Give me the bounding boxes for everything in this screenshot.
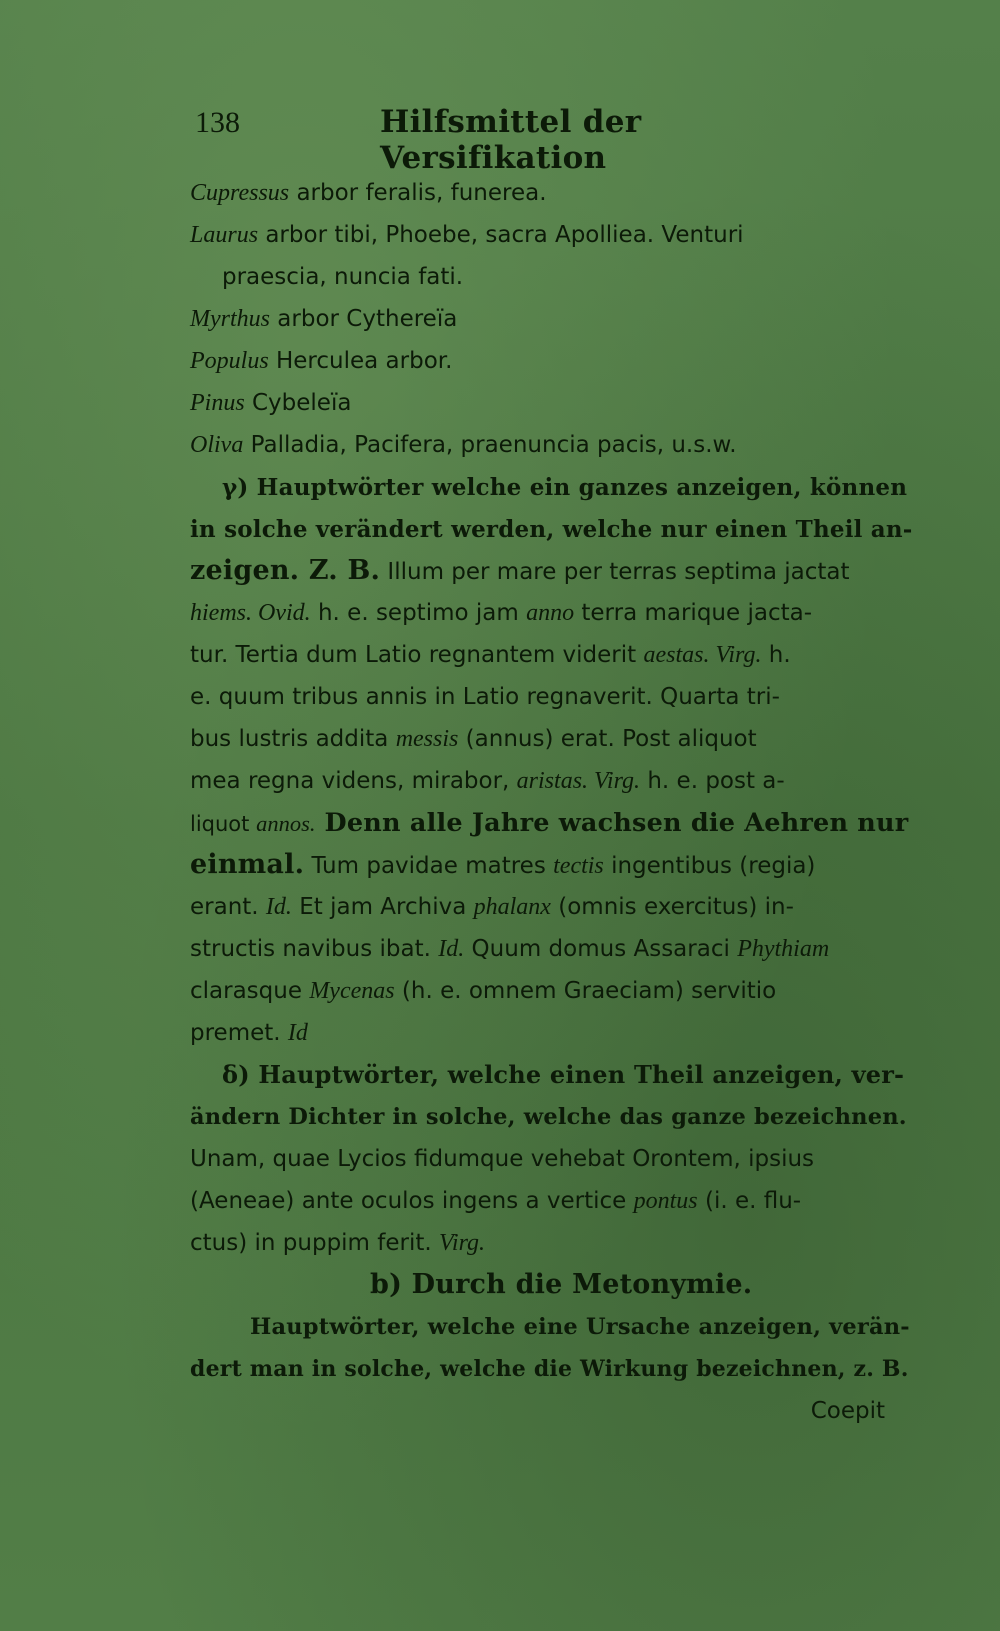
text-line	[190, 214, 915, 256]
text-run: h.	[761, 642, 791, 668]
text-line	[190, 970, 915, 1012]
text-run: Illum per mare per terras septima jactat	[380, 559, 850, 585]
latin-term: Cupressus	[190, 180, 290, 206]
text-line	[190, 550, 915, 592]
text-run: premet.	[190, 1020, 288, 1046]
text-run: (h. e. omnem Graeciam) servitio	[394, 978, 777, 1004]
latin-term: annos.	[256, 811, 316, 836]
text-line	[190, 802, 915, 844]
text-run: Cybeleïa	[244, 390, 352, 416]
text-line	[190, 1054, 915, 1096]
text-run: (i. e. flu-	[697, 1188, 802, 1214]
text-run: Et jam Archiva	[291, 894, 474, 920]
latin-term: Laurus	[190, 222, 259, 248]
text-run: arbor Cythereïa	[270, 306, 458, 332]
body-text	[190, 172, 915, 1432]
latin-term: Pinus	[190, 390, 245, 416]
text-line	[190, 1348, 915, 1390]
latin-term: pontus	[633, 1188, 698, 1214]
text-line	[190, 886, 915, 928]
text-run: einmal.	[190, 849, 305, 880]
text-run: h. e. post a-	[640, 768, 785, 794]
text-run: b) Durch die Metonymie.	[370, 1269, 753, 1300]
text-run: dert man in solche, welche die Wirkung bezeichnen, z. B.	[190, 1356, 909, 1382]
text-line	[190, 1180, 915, 1222]
running-title: Hilfsmittel der Versifikation	[380, 104, 642, 176]
citation: Id	[287, 1020, 308, 1046]
text-line	[190, 1096, 915, 1138]
text-run: arbor tibi, Phoebe, sacra Apolliea. Venturi	[258, 222, 744, 248]
text-line	[190, 1222, 915, 1264]
latin-term: Phythiam	[737, 936, 830, 962]
text-line	[190, 1012, 915, 1054]
latin-term: anno	[526, 600, 575, 626]
latin-term: messis	[395, 726, 459, 752]
text-run: Palladia, Pacifera, praenuncia pacis, u.s.w.	[243, 432, 737, 458]
text-line	[190, 298, 915, 340]
text-run: Quum domus Assaraci	[464, 936, 738, 962]
latin-term: aestas. Virg.	[643, 642, 762, 668]
text-run: arbor feralis, funerea.	[289, 180, 547, 206]
text-run: praescia, nuncia fati.	[222, 264, 464, 290]
text-run: δ) Hauptwörter, welche einen Theil anzeigen, ver-	[222, 1060, 905, 1089]
page-number: 138	[195, 106, 240, 139]
latin-term: Populus	[190, 348, 269, 374]
text-run: Herculea arbor.	[268, 348, 453, 374]
text-run: (Aeneae) ante oculos ingens a vertice	[190, 1188, 634, 1214]
text-line	[190, 634, 915, 676]
section-heading	[190, 1264, 915, 1306]
text-line	[190, 508, 915, 550]
text-line	[190, 844, 915, 886]
text-run: Unam, quae Lycios fidumque vehebat Orontem, ipsius	[190, 1146, 815, 1172]
text-run: bus lustris addita	[190, 726, 396, 752]
text-run: (annus) erat. Post aliquot	[458, 726, 757, 752]
text-run: Coepit	[810, 1398, 885, 1424]
text-line	[190, 760, 915, 802]
text-run: ändern Dichter in solche, welche das ganze bezeichnen.	[190, 1104, 907, 1130]
text-line	[190, 382, 915, 424]
text-run: tur. Tertia dum Latio regnantem viderit	[190, 642, 644, 668]
text-line	[190, 172, 915, 214]
text-run: γ) Hauptwörter welche ein ganzes anzeigen, können	[222, 474, 908, 501]
catchword	[190, 1390, 915, 1432]
text-line	[190, 1306, 915, 1348]
citation: Virg.	[439, 1230, 486, 1256]
text-line	[190, 718, 915, 760]
latin-term: Oliva	[190, 432, 244, 458]
text-run: Hauptwörter, welche eine Ursache anzeigen, verän-	[250, 1314, 910, 1340]
latin-term: tectis	[553, 853, 604, 879]
latin-term: phalanx	[473, 894, 551, 920]
text-run: e. quum tribus annis in Latio regnaverit. Quarta tri-	[190, 684, 780, 710]
text-run: zeigen. Z. B.	[190, 555, 381, 586]
text-line	[190, 928, 915, 970]
latin-term: aristas. Virg.	[516, 768, 641, 794]
text-line	[190, 466, 915, 508]
text-run: ingentibus (regia)	[603, 853, 816, 879]
citation: Id.	[438, 936, 465, 962]
text-run: Denn alle Jahre wachsen die Aehren nur	[315, 808, 909, 838]
text-run: structis navibus ibat.	[190, 936, 439, 962]
text-run: terra marique jacta-	[574, 600, 812, 626]
text-line	[190, 256, 915, 298]
citation: hiems. Ovid.	[190, 600, 311, 626]
text-run: clarasque	[190, 978, 310, 1004]
text-run: in solche verändert werden, welche nur einen Theil an-	[190, 516, 913, 543]
text-run: liquot	[190, 812, 257, 836]
text-run: Tum pavidae matres	[304, 853, 554, 879]
text-run: erant.	[190, 894, 266, 920]
text-run: (omnis exercitus) in-	[550, 894, 794, 920]
text-line	[190, 592, 915, 634]
text-line	[190, 340, 915, 382]
text-run: mea regna videns, mirabor,	[190, 768, 517, 794]
text-line	[190, 676, 915, 718]
text-run: h. e. septimo jam	[310, 600, 527, 626]
page-header	[195, 98, 755, 176]
citation: Id.	[265, 894, 292, 920]
text-line	[190, 424, 915, 466]
latin-term: Mycenas	[309, 978, 395, 1004]
latin-term: Myrthus	[190, 306, 270, 332]
text-line	[190, 1138, 915, 1180]
text-run: ctus) in puppim ferit.	[190, 1230, 440, 1256]
